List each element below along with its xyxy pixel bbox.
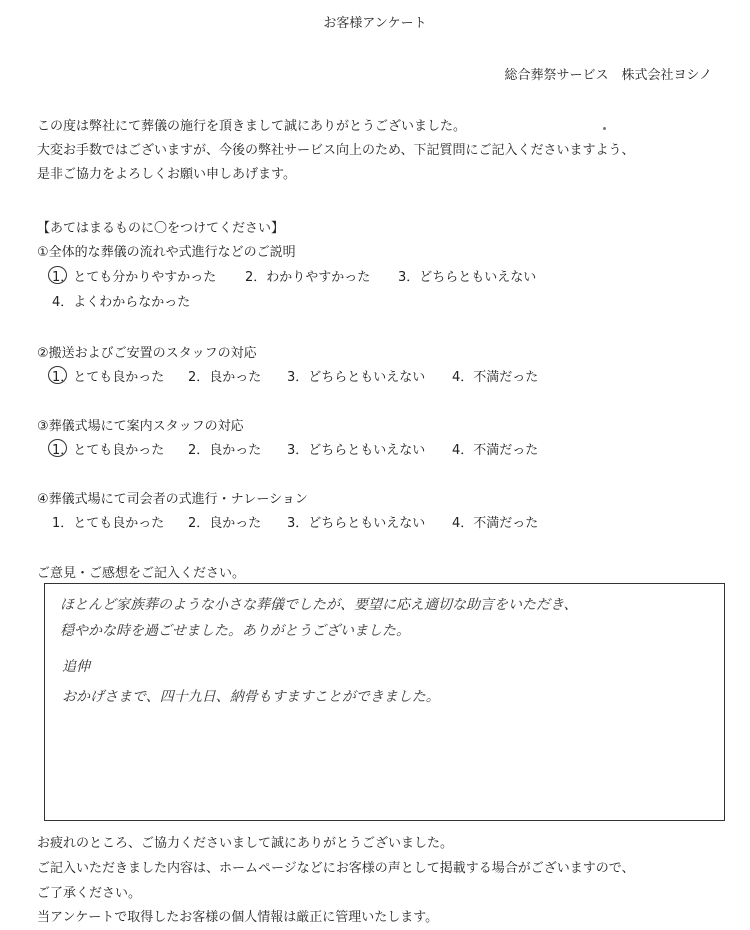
comments-label: ご意見・ご感想をご記入ください。 [37, 566, 246, 581]
scan-speck [603, 127, 606, 130]
q1-option-1[interactable]: 1．とても分かりやすかった [52, 270, 217, 285]
q2-option-2[interactable]: 2．良かった [188, 370, 262, 385]
q3-option-4[interactable]: 4．不満だった [452, 443, 539, 458]
q2-option-3[interactable]: 3．どちらともいえない [287, 370, 426, 385]
q3-option-3[interactable]: 3．どちらともいえない [287, 443, 426, 458]
q4-option-4[interactable]: 4．不満だった [452, 516, 539, 531]
intro-line-2: 大変お手数ではございますが、今後の弊社サービス向上のため、下記質問にご記入くださいますよう、 [37, 143, 635, 158]
comment-line-2: 穏やかな時を過ごせました。ありがとうございました。 [60, 623, 410, 639]
company-name: 総合葬祭サービス 株式会社ヨシノ [504, 68, 712, 83]
footer-line-4: 当アンケートで取得したお客様の個人情報は厳正に管理いたします。 [37, 910, 439, 925]
page-title: お客様アンケート [323, 16, 427, 31]
footer-line-2: ご記入いただきました内容は、ホームページなどにお客様の声として掲載する場合がございますので、 [37, 861, 635, 876]
q3-option-2[interactable]: 2．良かった [188, 443, 262, 458]
comment-line-3: 追伸 [62, 659, 90, 675]
q2-option-4[interactable]: 4．不満だった [452, 370, 539, 385]
q4-option-1[interactable]: 1．とても良かった [52, 516, 165, 531]
intro-line-3: 是非ご協力をよろしくお願い申しあげます。 [37, 167, 296, 182]
q4-option-2[interactable]: 2．良かった [188, 516, 262, 531]
q3-selection-circle [48, 439, 67, 457]
q1-selection-circle [48, 266, 67, 284]
question-3-label: ③葬儀式場にて案内スタッフの対応 [37, 419, 244, 434]
comment-line-1: ほとんど家族葬のような小さな葬儀でしたが、要望に応え適切な助言をいただき、 [60, 597, 578, 613]
footer-line-1: お疲れのところ、ご協力くださいまして誠にありがとうございました。 [37, 836, 454, 851]
comment-line-4: おかげさまで、四十九日、納骨もすますことができました。 [62, 689, 440, 705]
question-1-label: ①全体的な葬儀の流れや式進行などのご説明 [37, 245, 296, 260]
question-4-label: ④葬儀式場にて司会者の式進行・ナレーション [37, 492, 308, 507]
intro-line-1: この度は弊社にて葬儀の施行を頂きまして誠にありがとうございました。 [37, 119, 467, 134]
q1-option-3[interactable]: 3．どちらともいえない [398, 270, 537, 285]
footer-line-3: ご了承ください。 [37, 886, 142, 901]
q2-selection-circle [48, 366, 67, 384]
question-2-label: ②搬送およびご安置のスタッフの対応 [37, 346, 257, 361]
q3-option-1[interactable]: 1．とても良かった [52, 443, 165, 458]
q1-option-4[interactable]: 4．よくわからなかった [52, 295, 191, 310]
q4-option-3[interactable]: 3．どちらともいえない [287, 516, 426, 531]
q2-option-1[interactable]: 1．とても良かった [52, 370, 165, 385]
instruction: 【あてはまるものに〇をつけてください】 [37, 221, 285, 236]
q1-option-2[interactable]: 2．わかりやすかった [245, 270, 371, 285]
